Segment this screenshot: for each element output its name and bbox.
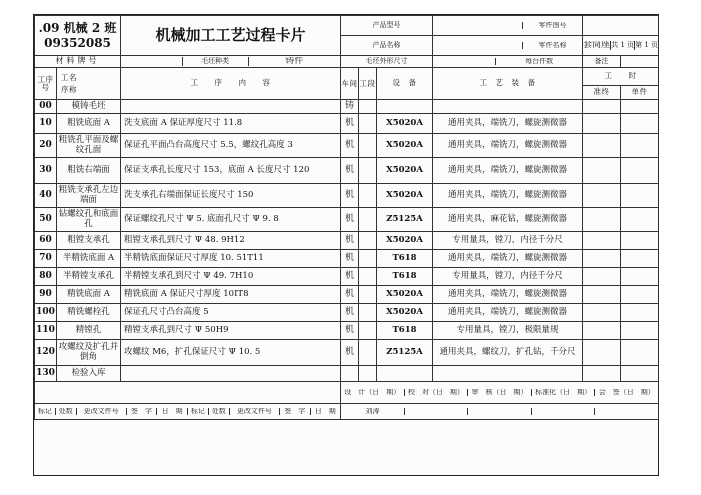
step-device: X5020A [377,232,433,250]
col-device: 设 备 [377,68,433,100]
step-section [359,114,377,134]
step-workshop: 机 [341,340,359,366]
step-content [121,366,341,382]
step-number: 110 [35,322,57,340]
step-number: 90 [35,286,57,304]
step-unit-time [621,304,659,322]
step-content: 保证螺纹孔尺寸 Ψ 5. 底面孔尺寸 Ψ 9. 8 [121,208,341,232]
step-section [359,158,377,184]
step-content: 粗镗支承孔到尺寸 Ψ 48. 9H12 [121,232,341,250]
step-workshop: 机 [341,322,359,340]
rev-date-2: 日 期 [314,407,336,415]
part-name-label: 零件名称 [538,41,567,49]
signoff-check: 校 对（日 期） [404,389,468,397]
table-row [35,340,659,366]
class-line-1: .09 机械 2 班 [38,20,117,35]
step-workshop [341,366,359,382]
table-row [35,208,659,232]
step-equipment: 通用夹具，端铣刀，螺旋测微器 [433,184,583,208]
step-workshop: 机 [341,184,359,208]
signoff-standard: 标准化（日 期） [531,389,595,397]
step-name: 半精镗支承孔 [57,268,121,286]
table-row [35,114,659,134]
step-content: 保证支承孔长度尺寸 153，底面 A 长度尺寸 120 [121,158,341,184]
step-name: 粗铣支承孔左边端面 [57,184,121,208]
step-number: 20 [35,134,57,158]
step-device: X5020A [377,304,433,322]
step-equipment [433,100,583,114]
step-number: 60 [35,232,57,250]
process-rows [35,100,659,382]
rev-sign-2: 签 字 [279,408,310,416]
table-row [35,184,659,208]
step-prep-time [583,184,621,208]
step-unit-time [621,340,659,366]
step-workshop: 机 [341,134,359,158]
col-step-name-line2: 序称 [61,84,77,94]
signoff-cell [341,382,659,404]
process-card-table [34,15,659,420]
col-hours: 工 时 [583,68,659,86]
part-drawing-value [583,16,659,36]
remarks-value [621,56,659,68]
step-prep-time [583,208,621,232]
blank-size-label: 毛坯外形尺寸 [341,56,433,68]
col-step-no: 工序号 [35,68,57,100]
step-equipment: 通用夹具，端铣刀，螺旋测微器 [433,134,583,158]
step-content: 精铣底面 A 保证尺寸厚度 10IT8 [121,286,341,304]
total-pages: 共 1 页 [611,40,635,49]
step-workshop: 机 [341,304,359,322]
step-name: 精铣底面 A [57,286,121,304]
step-unit-time [621,286,659,304]
step-section [359,100,377,114]
step-section [359,268,377,286]
step-content: 攻螺纹 M6，扩孔保证尺寸 Ψ 10. 5 [121,340,341,366]
step-number: 80 [35,268,57,286]
step-name: 精铣螺栓孔 [57,304,121,322]
step-unit-time [621,366,659,382]
step-unit-time [621,100,659,114]
step-device: X5020A [377,158,433,184]
step-prep-time [583,232,621,250]
step-device: Z5125A [377,208,433,232]
step-section [359,340,377,366]
step-prep-time [583,286,621,304]
product-name-value [433,36,583,56]
step-device [377,366,433,382]
class-line-2: 09352085 [44,35,111,50]
col-section: 工段 [359,68,377,100]
step-name: 攻螺纹及扩孔并倒角 [57,340,121,366]
part-drawing-label: 零件图号 [538,21,567,29]
blank-type-label: 毛坯种类 [182,57,248,67]
table-row [35,322,659,340]
step-workshop: 机 [341,114,359,134]
step-equipment: 通用夹具，端铣刀，螺旋测微器 [433,304,583,322]
step-number: 130 [35,366,57,382]
step-unit-time [621,232,659,250]
step-equipment: 专用量具，镗刀，极限量规 [433,322,583,340]
rev-date-1: 日 期 [157,408,188,416]
step-prep-time [583,340,621,366]
revision-right [341,404,659,420]
step-device: T618 [377,268,433,286]
step-unit-time [621,134,659,158]
step-name: 模铸毛坯 [57,100,121,114]
step-name: 粗镗支承孔 [57,232,121,250]
step-section [359,322,377,340]
step-content: 洗支承孔右端面保证长度尺寸 150 [121,184,341,208]
step-equipment: 专用量具，镗刀，内径千分尺 [433,268,583,286]
part-name-value: 套筒座 [583,40,611,50]
process-card-sheet [33,14,659,476]
step-workshop: 机 [341,232,359,250]
step-unit-time [621,250,659,268]
blank-type-value: 铸件 [285,56,304,66]
step-equipment [433,366,583,382]
step-equipment: 通用夹具，端铣刀，螺旋测微器 [433,114,583,134]
col-prep: 准终 [583,86,621,100]
col-content: 工 序 内 容 [121,68,341,100]
step-number: 100 [35,304,57,322]
rev-mark-2: 标记 [187,408,208,416]
rev-count-1: 处数 [55,408,76,416]
rev-mark-1: 标记 [35,408,55,416]
step-number: 70 [35,250,57,268]
step-unit-time [621,322,659,340]
step-prep-time [583,134,621,158]
step-unit-time [621,158,659,184]
step-content: 半精铣底面保证尺寸厚度 10. 51T11 [121,250,341,268]
step-prep-time [583,100,621,114]
col-step-name-line1: 工名 [61,72,77,82]
step-name: 精镗孔 [57,322,121,340]
table-row [35,158,659,184]
rev-count-2: 处数 [208,408,229,416]
step-equipment: 通用夹具，螺纹刀，扩孔钻，千分尺 [433,340,583,366]
step-device [377,100,433,114]
step-device: X5020A [377,134,433,158]
step-name: 粗铣孔平面及螺纹孔面 [57,134,121,158]
step-section [359,184,377,208]
step-section [359,250,377,268]
step-name: 钻螺纹孔和底面孔 [57,208,121,232]
step-number: 10 [35,114,57,134]
step-equipment: 专用量具，镗刀，内径千分尺 [433,232,583,250]
part-name-cell [583,36,659,56]
product-name-label: 产品名称 [341,36,433,56]
col-workshop: 车间 [341,68,359,100]
step-section [359,366,377,382]
step-equipment: 通用夹具，端铣刀，螺旋测微器 [433,158,583,184]
step-content: 半精镗支承孔到尺寸 Ψ 49. 7H10 [121,268,341,286]
step-content: 保证孔尺寸凸台高度 5 [121,304,341,322]
step-workshop: 机 [341,268,359,286]
step-section [359,134,377,158]
step-section [359,286,377,304]
table-row [35,304,659,322]
material-label: 材料牌号 [35,56,121,68]
table-row [35,268,659,286]
step-prep-time [583,158,621,184]
rev-doc-1: 更改文件号 [76,408,126,416]
designer-name: 刘涛 [341,408,404,416]
step-device: T618 [377,322,433,340]
table-row [35,250,659,268]
remarks-label: 备注 [583,56,621,68]
step-prep-time [583,268,621,286]
step-device: X5020A [377,184,433,208]
step-section [359,232,377,250]
step-number: 40 [35,184,57,208]
step-name: 粗铣右端面 [57,158,121,184]
step-workshop: 机 [341,208,359,232]
blank-type-cell [121,56,341,68]
step-number: 00 [35,100,57,114]
product-model-value [433,16,583,36]
signoff-countersign: 会 签（日 期） [598,388,655,396]
step-workshop: 铸 [341,100,359,114]
step-device: Z5125A [377,340,433,366]
rev-sign-1: 签 字 [126,408,157,416]
step-name: 检验入库 [57,366,121,382]
step-name: 粗铣底面 A [57,114,121,134]
step-unit-time [621,208,659,232]
step-content: 精镗支承孔到尺寸 Ψ 50H9 [121,322,341,340]
step-equipment: 通用夹具，麻花钻，螺旋测微器 [433,208,583,232]
per-unit-label: 每台件数 [525,57,554,65]
per-unit-cell [433,56,583,68]
step-number: 50 [35,208,57,232]
table-row [35,232,659,250]
step-prep-time [583,250,621,268]
product-model-label: 产品型号 [341,16,433,36]
step-section [359,208,377,232]
page-number: 第 1 页 [635,40,659,49]
step-workshop: 机 [341,158,359,184]
step-content: 洗支底面 A 保证厚度尺寸 11.8 [121,114,341,134]
step-unit-time [621,114,659,134]
table-row [35,366,659,382]
step-equipment: 通用夹具，端铣刀，螺旋测微器 [433,286,583,304]
step-workshop: 机 [341,286,359,304]
step-prep-time [583,366,621,382]
card-title: 机械加工工艺过程卡片 [121,16,341,56]
step-section [359,304,377,322]
step-unit-time [621,184,659,208]
step-number: 120 [35,340,57,366]
step-content: 保证孔平面凸台高度尺寸 5.5，螺纹孔高度 3 [121,134,341,158]
step-device: X5020A [377,114,433,134]
revision-left [35,404,341,420]
col-equipment: 工 艺 装 备 [433,68,583,100]
class-cell [35,16,121,56]
step-device: X5020A [377,286,433,304]
table-row [35,286,659,304]
step-prep-time [583,114,621,134]
signoff-review: 审 核（日 期） [468,389,532,397]
rev-doc-2: 更改文件号 [229,408,279,416]
step-workshop: 机 [341,250,359,268]
signoff-design: 设 计（日 期） [341,389,404,397]
step-number: 30 [35,158,57,184]
table-row [35,134,659,158]
table-row [35,100,659,114]
col-unit: 单件 [621,86,659,100]
step-device: T618 [377,250,433,268]
step-content [121,100,341,114]
step-prep-time [583,304,621,322]
step-equipment: 通用夹具，端铣刀，螺旋测微器 [433,250,583,268]
step-prep-time [583,322,621,340]
step-unit-time [621,268,659,286]
step-name: 半精铣底面 A [57,250,121,268]
col-step-name [57,68,121,100]
